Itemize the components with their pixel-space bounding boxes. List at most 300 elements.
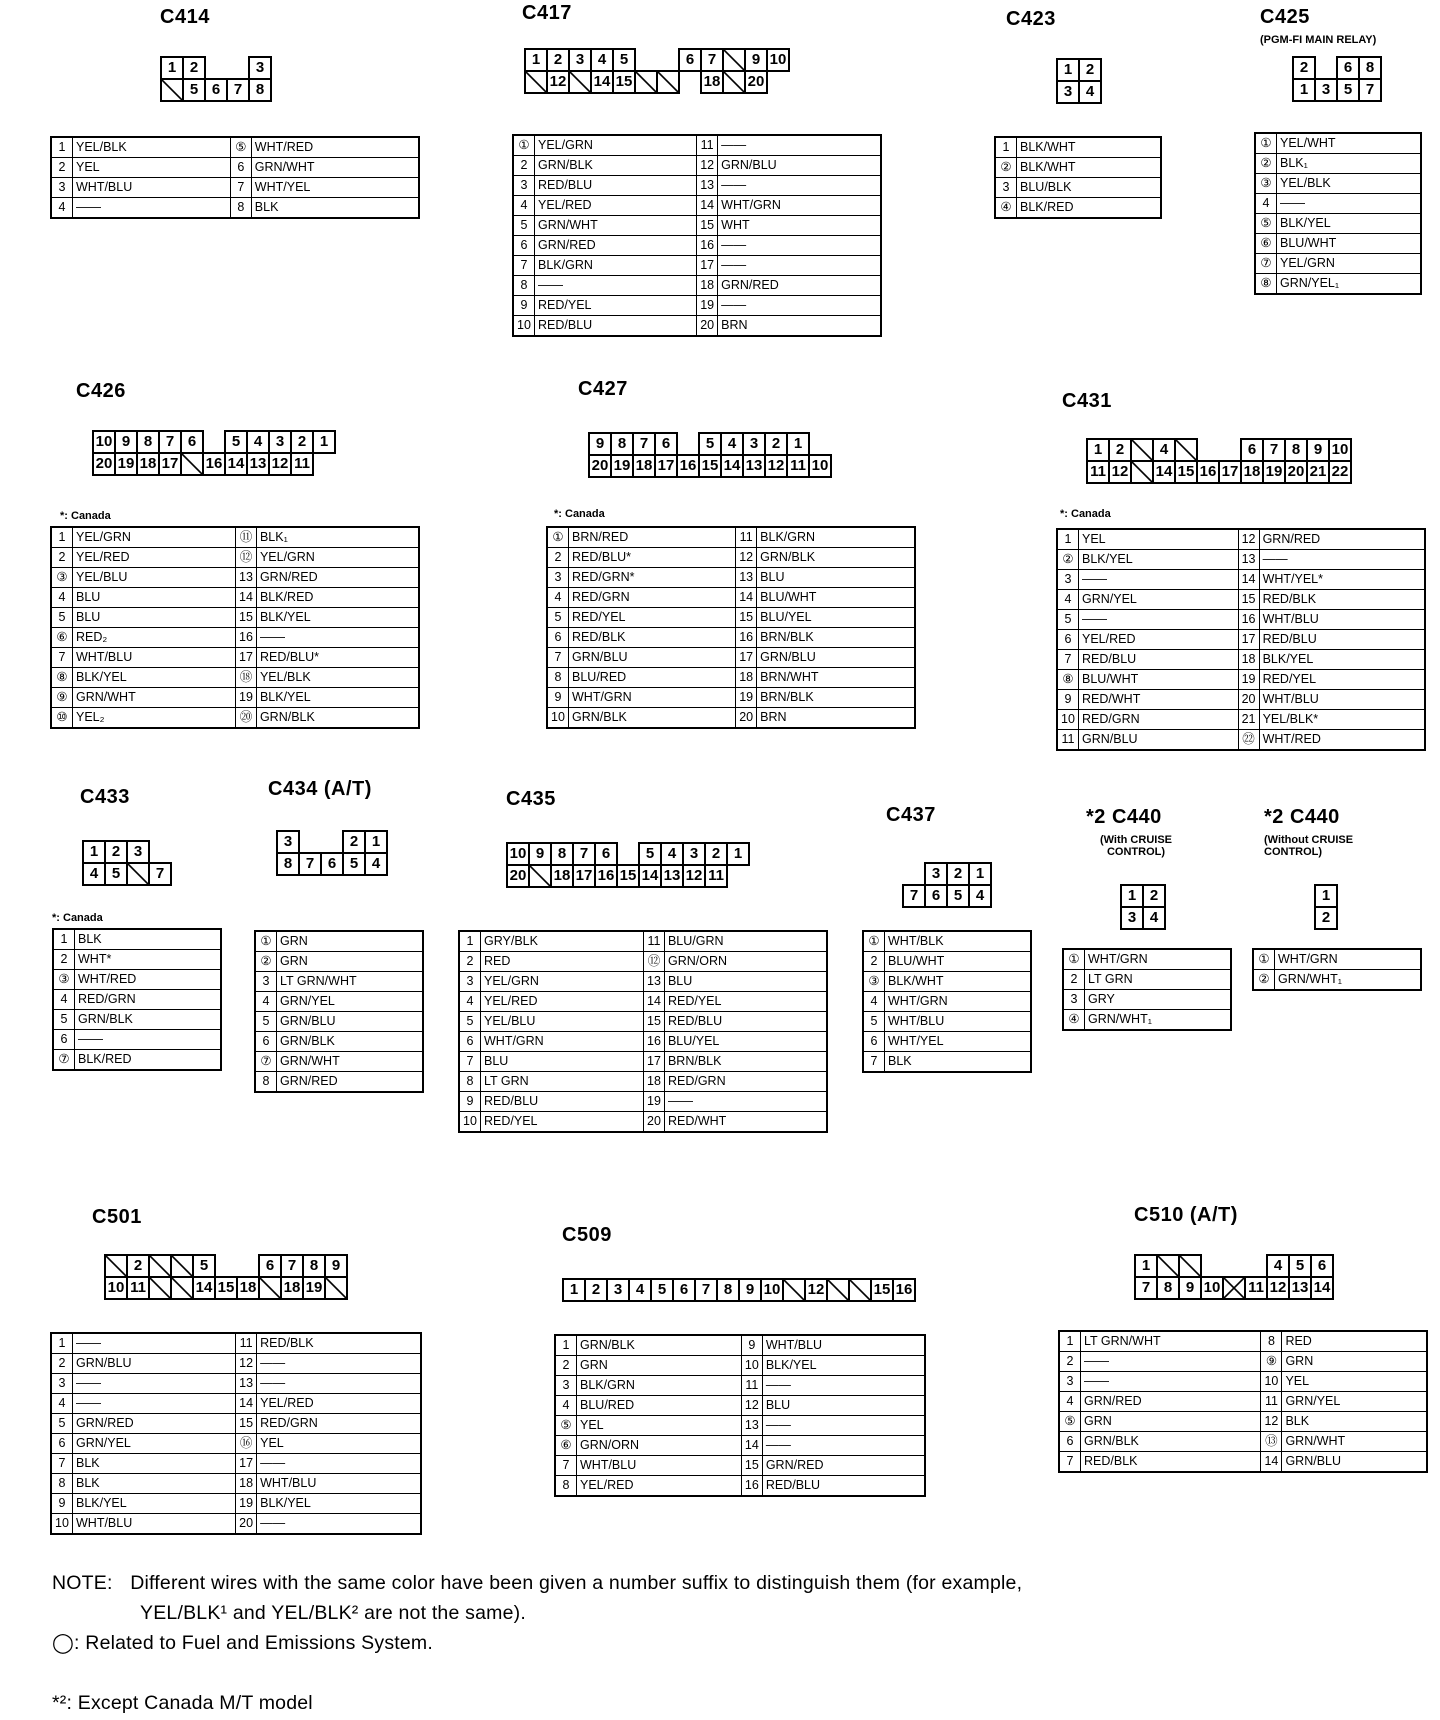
- pin-cell: 8: [1157, 1277, 1179, 1299]
- pin-number: 11: [643, 931, 664, 952]
- wire-color: RED/WHT: [664, 1112, 827, 1133]
- wire-color: GRN/BLU: [73, 1354, 236, 1374]
- pin-cell: 3: [127, 841, 149, 863]
- pin-cell-blank: [325, 1277, 347, 1299]
- wire-color: WHT/BLU: [73, 648, 236, 668]
- pin-cell: 11: [1245, 1277, 1267, 1299]
- pin-row: [547, 688, 915, 708]
- pin-cell: 3: [1057, 81, 1079, 103]
- pin-row: [255, 1052, 423, 1072]
- pin-row: [51, 527, 419, 548]
- wire-color: YEL/BLU: [481, 1012, 644, 1032]
- pin-number: 20: [736, 708, 757, 729]
- wire-color: BRN/BLK: [664, 1052, 827, 1072]
- pin-number: 7: [51, 1454, 73, 1474]
- wire-color: ——: [1081, 1372, 1261, 1392]
- pin-number: 2: [555, 1356, 577, 1376]
- pin-number: ②: [1057, 550, 1079, 570]
- pin-number: 17: [235, 648, 256, 668]
- pin-row: [51, 668, 419, 688]
- pin-row: [513, 176, 881, 196]
- wire-color: BLK₁: [1277, 154, 1422, 174]
- pin-cell-blank: [657, 71, 679, 93]
- pin-cell: 8: [303, 1255, 325, 1277]
- pin-number: 3: [255, 972, 277, 992]
- wire-color: GRN/BLK: [569, 708, 736, 729]
- wire-color: YEL/RED: [481, 992, 644, 1012]
- pin-number: ③: [53, 970, 75, 990]
- wire-color: GRN/YEL: [277, 992, 424, 1012]
- connector-C426: [50, 380, 420, 760]
- pin-number: 16: [697, 236, 718, 256]
- pin-number: 2: [51, 1354, 73, 1374]
- pin-cell: 4: [1079, 81, 1101, 103]
- wire-color: YEL/RED: [73, 548, 236, 568]
- pin-row: [863, 1012, 1031, 1032]
- pin-number: 14: [643, 992, 664, 1012]
- wire-color: ——: [73, 1333, 236, 1354]
- connector-C510: [1058, 1204, 1428, 1504]
- pin-number: 10: [1261, 1372, 1282, 1392]
- pin-row: [255, 1072, 423, 1093]
- wire-color: WHT/GRN: [885, 992, 1032, 1012]
- pin-cell: 9: [589, 433, 611, 455]
- wire-color: BRN/RED: [569, 527, 736, 548]
- pin-table: [546, 526, 916, 729]
- pin-row: [459, 931, 827, 952]
- pin-number: 11: [736, 527, 757, 548]
- wire-color: GRN/RED: [762, 1456, 925, 1476]
- wire-color: WHT/BLU: [577, 1456, 742, 1476]
- pin-cell-blank: [1131, 439, 1153, 461]
- wire-color: WHT/YEL*: [1259, 570, 1425, 590]
- wire-color: RED/GRN: [569, 588, 736, 608]
- pin-row: [513, 256, 881, 276]
- pin-number: 16: [235, 628, 256, 648]
- connector-C431: [1056, 390, 1426, 790]
- pin-cell: 6: [655, 433, 677, 455]
- wire-color: BLU/WHT: [757, 588, 915, 608]
- pin-number: 2: [1063, 970, 1085, 990]
- pin-cell: 2: [183, 57, 205, 79]
- pin-cell: 18: [281, 1277, 303, 1299]
- wire-color: ——: [257, 1454, 421, 1474]
- pin-cell: 18: [633, 455, 655, 477]
- pin-cell: 3: [249, 57, 271, 79]
- connector-title: C425: [1260, 6, 1310, 28]
- pin-cell: 10: [105, 1277, 127, 1299]
- connector-face: [1086, 438, 1352, 484]
- pin-number: 9: [741, 1335, 762, 1356]
- pin-number: 6: [53, 1030, 75, 1050]
- wire-color: GRN/BLU: [757, 648, 915, 668]
- pin-row: [995, 137, 1161, 158]
- wire-color: RED/YEL: [569, 608, 736, 628]
- pin-cell: 15: [699, 455, 721, 477]
- connector-title: C501: [92, 1206, 142, 1228]
- wire-color: WHT/YEL: [251, 178, 419, 198]
- pin-number: ①: [1255, 133, 1277, 154]
- pin-cell: 7: [701, 49, 723, 71]
- wire-color: GRN: [1081, 1412, 1261, 1432]
- pin-number: 12: [236, 1354, 257, 1374]
- pin-row: [995, 178, 1161, 198]
- pin-cell: 2: [291, 431, 313, 453]
- pin-row: [1057, 650, 1425, 670]
- pin-cell-blank: [723, 71, 745, 93]
- pin-row: [555, 1396, 925, 1416]
- pin-cell: 5: [947, 885, 969, 907]
- pin-cell: 12: [683, 865, 705, 887]
- pin-cell-blank: [1223, 1277, 1245, 1299]
- wire-color: WHT/BLU: [73, 178, 231, 198]
- wire-color: ——: [718, 256, 881, 276]
- pin-cell: 9: [745, 49, 767, 71]
- pin-number: 19: [236, 1494, 257, 1514]
- pin-cell: 20: [1285, 461, 1307, 483]
- pin-rows: [1063, 949, 1231, 1030]
- footnote-2-line: [52, 1688, 1432, 1718]
- pin-cell: 7: [573, 843, 595, 865]
- wire-color: BRN: [718, 316, 881, 337]
- pin-cell: 7: [1359, 79, 1381, 101]
- wire-color: ——: [75, 1030, 222, 1050]
- wire-color: RED/YEL: [481, 1112, 644, 1133]
- pin-number: 5: [51, 608, 73, 628]
- pin-row: [51, 158, 419, 178]
- wire-color: RED/BLU: [664, 1012, 827, 1032]
- wire-color: WHT/RED: [251, 137, 419, 158]
- wire-color: GRN/BLK: [277, 1032, 424, 1052]
- wire-color: RED/BLU: [762, 1476, 925, 1497]
- wire-color: WHT/BLU: [762, 1335, 925, 1356]
- pin-number: 15: [235, 608, 256, 628]
- footnote: *: Canada: [1060, 508, 1111, 520]
- pin-rows: [53, 929, 221, 1070]
- pin-cell: 4: [969, 885, 991, 907]
- pin-number: ⑤: [1255, 214, 1277, 234]
- pin-row: [1253, 949, 1421, 970]
- pin-number: ④: [1063, 1010, 1085, 1031]
- pin-number: 3: [51, 178, 73, 198]
- pin-cell: 8: [551, 843, 573, 865]
- wire-color: ——: [1277, 194, 1422, 214]
- connector-title: *2 C440: [1264, 806, 1340, 828]
- pin-row: [459, 1052, 827, 1072]
- wire-color: ——: [718, 176, 881, 196]
- wire-color: YEL/BLK*: [1259, 710, 1425, 730]
- pin-number: ⑦: [53, 1050, 75, 1071]
- wire-color: ——: [1079, 610, 1239, 630]
- pin-rows: [1059, 1331, 1427, 1472]
- pin-number: 19: [736, 688, 757, 708]
- pin-row: [1255, 234, 1421, 254]
- connector-C414: [50, 6, 420, 236]
- wire-color: WHT/GRN: [1275, 949, 1422, 970]
- pin-row: [51, 137, 419, 158]
- pin-number: 8: [255, 1072, 277, 1093]
- wire-color: ——: [257, 1374, 421, 1394]
- pin-number: ②: [1253, 970, 1275, 991]
- connector-title: C427: [578, 378, 628, 400]
- pin-number: ⑨: [51, 688, 73, 708]
- wire-color: ——: [718, 135, 881, 156]
- pin-row: [1057, 590, 1425, 610]
- pin-cell: 2: [1315, 907, 1337, 929]
- pin-cell: 14: [1153, 461, 1175, 483]
- pin-row: [1063, 970, 1231, 990]
- pin-cell: 12: [765, 455, 787, 477]
- pin-cell: 7: [281, 1255, 303, 1277]
- wire-color: BLK/RED: [75, 1050, 222, 1071]
- pin-table: [458, 930, 828, 1133]
- connector-C425: [1254, 6, 1434, 326]
- pin-cell: 5: [699, 433, 721, 455]
- pin-cell: 20: [507, 865, 529, 887]
- pin-cell: 4: [661, 843, 683, 865]
- pin-cell: 9: [1179, 1277, 1201, 1299]
- pin-row: [863, 972, 1031, 992]
- pin-cell-blank: [525, 71, 547, 93]
- pin-cell: 1: [563, 1279, 585, 1301]
- pin-row: [53, 1010, 221, 1030]
- pin-cell-blank: [1175, 439, 1197, 461]
- wire-color: YEL/BLK: [73, 137, 231, 158]
- pin-row: [1059, 1372, 1427, 1392]
- pin-number: 1: [51, 137, 73, 158]
- connector-face: [104, 1254, 348, 1300]
- wire-color: YEL: [1282, 1372, 1427, 1392]
- wire-color: RED/YEL: [664, 992, 827, 1012]
- pin-number: 1: [53, 929, 75, 950]
- pin-number: 7: [459, 1052, 481, 1072]
- pin-row: [1255, 214, 1421, 234]
- wire-color: GRN/ORN: [577, 1436, 742, 1456]
- pin-row: [255, 1012, 423, 1032]
- pin-number: 17: [236, 1454, 257, 1474]
- pin-cell-blank: [849, 1279, 871, 1301]
- connector-face: [902, 862, 992, 908]
- wire-color: RED/BLU*: [256, 648, 419, 668]
- pin-number: 4: [51, 198, 73, 219]
- wire-color: BLK: [73, 1474, 236, 1494]
- pin-row: [547, 527, 915, 548]
- pin-row: [51, 648, 419, 668]
- pin-number: 5: [51, 1414, 73, 1434]
- pin-cell: 3: [607, 1279, 629, 1301]
- connector-face: [1120, 884, 1166, 930]
- wire-color: BLK₁: [256, 527, 419, 548]
- pin-row: [547, 648, 915, 668]
- note-line-1: [52, 1568, 1432, 1598]
- wire-color: RED/BLU*: [569, 548, 736, 568]
- pin-row: [1059, 1432, 1427, 1452]
- pin-row: [53, 1050, 221, 1071]
- wire-color: YEL₂: [73, 708, 236, 729]
- pin-number: 8: [555, 1476, 577, 1497]
- pin-row: [51, 1374, 421, 1394]
- pin-number: 16: [736, 628, 757, 648]
- pin-number: ⑨: [1261, 1352, 1282, 1372]
- pin-cell: 15: [215, 1277, 237, 1299]
- wire-color: ——: [257, 1514, 421, 1535]
- wire-color: RED/BLK: [257, 1333, 421, 1354]
- connector-C433: [52, 786, 224, 1096]
- pin-row: [459, 992, 827, 1012]
- pin-row: [513, 216, 881, 236]
- pin-number: 6: [255, 1032, 277, 1052]
- pin-cell: 14: [193, 1277, 215, 1299]
- pin-number: 19: [235, 688, 256, 708]
- pin-cell-blank: [723, 49, 745, 71]
- pin-cell: 3: [683, 843, 705, 865]
- connector-title: C417: [522, 2, 572, 24]
- pin-row: [555, 1376, 925, 1396]
- pin-number: 18: [697, 276, 718, 296]
- pin-cell: 6: [925, 885, 947, 907]
- pin-number: 1: [1059, 1331, 1081, 1352]
- wire-color: BLU: [762, 1396, 925, 1416]
- pin-row: [1255, 194, 1421, 214]
- pin-number: 13: [1238, 550, 1259, 570]
- pin-number: 11: [697, 135, 718, 156]
- pin-cell: 11: [1087, 461, 1109, 483]
- connector-title: C510 (A/T): [1134, 1204, 1238, 1226]
- wire-color: RED/BLU: [535, 176, 697, 196]
- wire-color: GRN/BLU: [569, 648, 736, 668]
- pin-cell: 2: [1143, 885, 1165, 907]
- wire-color: BLU/RED: [569, 668, 736, 688]
- pin-row: [53, 970, 221, 990]
- wire-color: BLK/YEL: [1079, 550, 1239, 570]
- pin-cell: 1: [969, 863, 991, 885]
- connector-title: C414: [160, 6, 210, 28]
- pin-cell: 17: [573, 865, 595, 887]
- pin-cell: 10: [1329, 439, 1351, 461]
- pin-table: [1058, 1330, 1428, 1473]
- pin-rows: [1255, 133, 1421, 294]
- pin-row: [547, 608, 915, 628]
- pin-number: ③: [1255, 174, 1277, 194]
- connector-face: [1292, 56, 1382, 102]
- wire-color: ——: [73, 198, 231, 219]
- pin-number: 20: [697, 316, 718, 337]
- pin-number: 7: [1057, 650, 1079, 670]
- wire-color: BLU: [481, 1052, 644, 1072]
- connector-C434: [254, 778, 426, 1108]
- pin-cell: 7: [299, 853, 321, 875]
- pin-number: 13: [236, 1374, 257, 1394]
- pin-cell: 19: [611, 455, 633, 477]
- pin-rows: [863, 931, 1031, 1072]
- connector-title: C435: [506, 788, 556, 810]
- pin-cell: 2: [1293, 57, 1315, 79]
- pin-number: 7: [555, 1456, 577, 1476]
- pin-row: [547, 668, 915, 688]
- pin-cell: 1: [1135, 1255, 1157, 1277]
- wire-color: BLK/YEL: [257, 1494, 421, 1514]
- wire-color: LT GRN/WHT: [1081, 1331, 1261, 1352]
- pin-number: 11: [236, 1333, 257, 1354]
- pin-row: [1063, 1010, 1231, 1031]
- pin-number: 14: [1261, 1452, 1282, 1473]
- footnote: *: Canada: [60, 510, 111, 522]
- wire-color: GRN/YEL₁: [1277, 274, 1422, 295]
- connector-title: C437: [886, 804, 936, 826]
- pin-number: 1: [995, 137, 1017, 158]
- pin-number: ⑦: [1255, 254, 1277, 274]
- wire-color: BLK/YEL: [1277, 214, 1422, 234]
- pin-cell: 11: [291, 453, 313, 475]
- pin-number: 19: [643, 1092, 664, 1112]
- wire-color: WHT/GRN: [481, 1032, 644, 1052]
- wire-color: YEL/GRN: [1277, 254, 1422, 274]
- pin-number: 14: [235, 588, 256, 608]
- pin-number: ⑩: [51, 708, 73, 729]
- connector-face: [1314, 884, 1338, 930]
- pin-rows: [513, 135, 881, 336]
- wire-color: ——: [664, 1092, 827, 1112]
- pin-cell-blank: [529, 865, 551, 887]
- pin-cell: 5: [225, 431, 247, 453]
- pin-rows: [51, 137, 419, 218]
- wire-color: WHT/RED: [1259, 730, 1425, 751]
- pin-row: [255, 931, 423, 952]
- pin-cell: 5: [613, 49, 635, 71]
- pin-number: 6: [459, 1032, 481, 1052]
- pin-cell: 2: [105, 841, 127, 863]
- wire-color: BLU/GRN: [664, 931, 827, 952]
- wire-color: ——: [256, 628, 419, 648]
- pin-row: [1057, 610, 1425, 630]
- pin-cell: 11: [127, 1277, 149, 1299]
- pin-number: 4: [255, 992, 277, 1012]
- pin-number: 3: [51, 1374, 73, 1394]
- pin-number: 10: [51, 1514, 73, 1535]
- pin-number: 2: [513, 156, 535, 176]
- pin-cell: 2: [343, 831, 365, 853]
- pin-cell-blank: [149, 1255, 171, 1277]
- pin-number: 15: [736, 608, 757, 628]
- pin-cell: 19: [303, 1277, 325, 1299]
- pin-number: 2: [51, 158, 73, 178]
- pin-cell: 1: [83, 841, 105, 863]
- pin-cell: 15: [871, 1279, 893, 1301]
- pin-row: [555, 1436, 925, 1456]
- pin-cell: 1: [1087, 439, 1109, 461]
- pin-number: 2: [51, 548, 73, 568]
- connector-face: [562, 1278, 916, 1302]
- pin-cell: 9: [115, 431, 137, 453]
- wire-color: GRN/RED: [718, 276, 881, 296]
- pin-row: [255, 992, 423, 1012]
- pin-row: [863, 931, 1031, 952]
- wire-color: GRN/RED: [73, 1414, 236, 1434]
- wire-color: YEL/RED: [577, 1476, 742, 1497]
- pin-cell: 22: [1329, 461, 1351, 483]
- wire-color: YEL/RED: [257, 1394, 421, 1414]
- pin-number: ②: [255, 952, 277, 972]
- pin-row: [51, 588, 419, 608]
- pin-cell-blank: [149, 1277, 171, 1299]
- pin-rows: [255, 931, 423, 1092]
- pin-number: 12: [697, 156, 718, 176]
- pin-row: [51, 548, 419, 568]
- wire-color: LT GRN: [481, 1072, 644, 1092]
- pin-row: [1057, 529, 1425, 550]
- pin-cell: 2: [705, 843, 727, 865]
- pin-number: 3: [1059, 1372, 1081, 1392]
